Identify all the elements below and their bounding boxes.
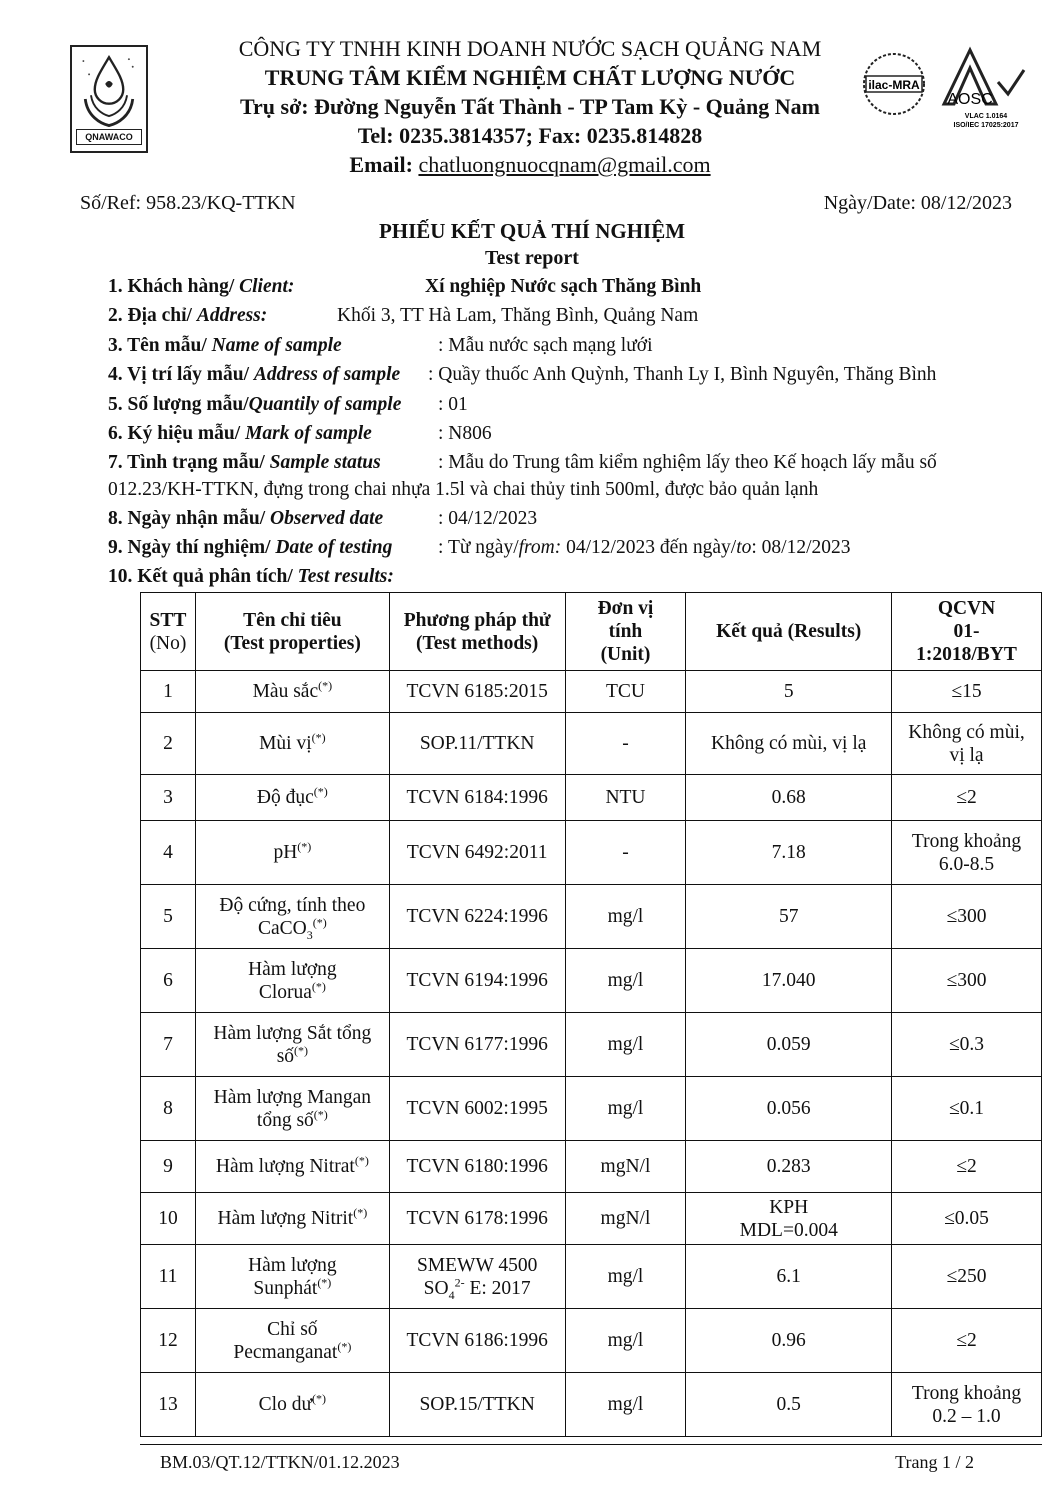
table-row xyxy=(141,1193,1042,1245)
row-method: TCVN 6178:1996 xyxy=(389,1193,565,1245)
row-result: Không có mùi, vị lạ xyxy=(686,713,892,775)
testing-date-value xyxy=(438,536,851,560)
row-result: 6.1 xyxy=(686,1245,892,1309)
row-no: 4 xyxy=(141,821,196,885)
row-unit: NTU xyxy=(565,775,686,821)
row-method: TCVN 6186:1996 xyxy=(389,1309,565,1373)
header-standard: QCVN 01- 1:2018/BYT xyxy=(892,593,1042,671)
row-limit: ≤300 xyxy=(892,885,1042,949)
row-unit: TCU xyxy=(565,671,686,713)
row-limit: ≤2 xyxy=(892,1309,1042,1373)
table-row xyxy=(141,885,1042,949)
test-results-label-en: Test results: xyxy=(297,566,394,587)
row-result: 0.056 xyxy=(686,1077,892,1141)
row-unit: mg/l xyxy=(565,885,686,949)
observed-date-row xyxy=(108,507,383,531)
table-row xyxy=(141,1373,1042,1437)
row-result: 0.96 xyxy=(686,1309,892,1373)
company-name: CÔNG TY TNHH KINH DOANH NƯỚC SẠCH QUẢNG NAM xyxy=(238,36,822,61)
table-row xyxy=(141,671,1042,713)
row-property: Chỉ số Pecmanganat(*) xyxy=(195,1309,389,1373)
logo-text: QNAWACO xyxy=(76,129,142,145)
header-stt: STT (No) xyxy=(141,593,196,671)
sample-name-label-en: Name of sample xyxy=(211,335,342,356)
row-no: 2 xyxy=(141,713,196,775)
email-line xyxy=(160,150,900,179)
row-limit: ≤2 xyxy=(892,1141,1042,1193)
testing-to-date: : 08/12/2023 xyxy=(751,537,851,558)
row-limit: ≤15 xyxy=(892,671,1042,713)
row-unit: mgN/l xyxy=(565,1193,686,1245)
iso-text: ISO/IEC 17025:2017 xyxy=(953,122,1019,129)
row-method: SMEWW 4500 $SO_4^{2-}$ E: 2017 xyxy=(389,1245,565,1309)
sample-name-label: 3. Tên mẫu/ xyxy=(108,335,212,356)
quantity-row xyxy=(108,393,401,417)
client-label-en: Client: xyxy=(239,276,295,297)
testing-from-label: from: xyxy=(518,537,562,558)
row-limit: ≤0.3 xyxy=(892,1013,1042,1077)
company-logo xyxy=(70,45,148,153)
sample-status-value-1: : Mẫu do Trung tâm kiểm nghiệm lấy theo Kế hoạch lấy mẫu số xyxy=(438,452,937,473)
header-property: Tên chỉ tiêu (Test properties) xyxy=(195,593,389,671)
sample-mark-value: : N806 xyxy=(438,423,492,444)
observed-date-label-en: Observed date xyxy=(270,508,384,529)
row-method: TCVN 6492:2011 xyxy=(389,821,565,885)
sample-mark-label: 6. Ký hiệu mẫu/ xyxy=(108,423,246,444)
row-result: 0.059 xyxy=(686,1013,892,1077)
table-row xyxy=(141,775,1042,821)
row-no: 8 xyxy=(141,1077,196,1141)
row-property: Hàm lượng Sắt tổng số(*) xyxy=(195,1013,389,1077)
table-row xyxy=(141,1013,1042,1077)
vilas-text: VLAC 1.0164 xyxy=(964,113,1008,120)
sample-location-value: : Quầy thuốc Anh Quỳnh, Thanh Ly I, Bình Nguyên, Thăng Bình xyxy=(428,364,937,385)
email-label: Email: xyxy=(349,152,419,177)
row-property: Hàm lượng Sunphát(*) xyxy=(195,1245,389,1309)
row-method: TCVN 6184:1996 xyxy=(389,775,565,821)
row-property: pH(*) xyxy=(195,821,389,885)
header-unit: Đơn vị tính (Unit) xyxy=(565,593,686,671)
aosc-text: AOSC xyxy=(947,91,993,108)
table-row xyxy=(141,1245,1042,1309)
row-property: Hàm lượng Nitrit(*) xyxy=(195,1193,389,1245)
form-code: BM.03/QT.12/TTKN/01.12.2023 xyxy=(160,1452,400,1472)
reference-number: Số/Ref: 958.23/KQ-TTKN xyxy=(80,192,296,214)
report-date: Ngày/Date: 08/12/2023 xyxy=(823,192,1012,214)
email-link[interactable]: chatluongnuocqnam@gmail.com xyxy=(418,152,711,177)
sample-name-row xyxy=(108,334,342,358)
row-result: 5 xyxy=(686,671,892,713)
row-result: KPH MDL=0.004 xyxy=(686,1193,892,1245)
row-unit: mg/l xyxy=(565,1013,686,1077)
row-limit: Trong khoảng 0.2 – 1.0 xyxy=(892,1373,1042,1437)
row-limit: ≤0.05 xyxy=(892,1193,1042,1245)
row-no: 5 xyxy=(141,885,196,949)
observed-date-label: 8. Ngày nhận mẫu/ xyxy=(108,508,270,529)
address-row xyxy=(108,304,267,328)
results-table xyxy=(140,592,1042,1437)
row-method: SOP.15/TTKN xyxy=(389,1373,565,1437)
row-result: 0.68 xyxy=(686,775,892,821)
quantity-label-en: Quantily of sample xyxy=(248,394,402,415)
row-property: Clo dư(*) xyxy=(195,1373,389,1437)
row-result: 17.040 xyxy=(686,949,892,1013)
ilac-text: ilac-MRA xyxy=(868,78,920,92)
row-no: 7 xyxy=(141,1013,196,1077)
letterhead xyxy=(160,34,900,179)
row-limit: ≤250 xyxy=(892,1245,1042,1309)
testing-date-label: 9. Ngày thí nghiệm/ xyxy=(108,537,276,558)
table-header-row xyxy=(141,593,1042,671)
sample-status-row xyxy=(108,451,381,475)
sample-mark-row xyxy=(108,422,372,446)
quantity-label: 5. Số lượng mẫu/ xyxy=(108,394,249,415)
client-row xyxy=(108,275,294,299)
row-no: 11 xyxy=(141,1245,196,1309)
ilac-aosc-logo-icon xyxy=(858,42,1028,132)
table-row xyxy=(141,821,1042,885)
row-no: 12 xyxy=(141,1309,196,1373)
testing-to-prefix: 04/12/2023 đến ngày/ xyxy=(561,537,737,558)
row-unit: - xyxy=(565,821,686,885)
row-limit: ≤300 xyxy=(892,949,1042,1013)
sample-mark-label-en: Mark of sample xyxy=(245,423,372,444)
observed-date-value: : 04/12/2023 xyxy=(438,508,538,529)
address-label: 2. Địa chỉ/ xyxy=(108,305,197,326)
testing-date-label-en: Date of testing xyxy=(275,537,393,558)
row-method: TCVN 6224:1996 xyxy=(389,885,565,949)
row-unit: mg/l xyxy=(565,1077,686,1141)
row-unit: mg/l xyxy=(565,1309,686,1373)
sample-name-value: : Mẫu nước sạch mạng lưới xyxy=(438,335,653,356)
row-unit: mg/l xyxy=(565,1373,686,1437)
row-unit: - xyxy=(565,713,686,775)
table-row xyxy=(141,1309,1042,1373)
row-property: Hàm lượng Clorua(*) xyxy=(195,949,389,1013)
sample-status-label: 7. Tình trạng mẫu/ xyxy=(108,452,270,473)
row-property: Mùi vị(*) xyxy=(195,713,389,775)
table-row xyxy=(141,1077,1042,1141)
row-method: TCVN 6002:1995 xyxy=(389,1077,565,1141)
test-results-label: 10. Kết quả phân tích/ xyxy=(108,566,298,587)
address-label-en: Address: xyxy=(196,305,268,326)
table-row xyxy=(141,1141,1042,1193)
row-limit: ≤2 xyxy=(892,775,1042,821)
row-method: TCVN 6177:1996 xyxy=(389,1013,565,1077)
accreditation-logos xyxy=(858,42,1028,132)
testing-to-label: to xyxy=(736,537,752,558)
row-property: Hàm lượng Nitrat(*) xyxy=(195,1141,389,1193)
row-no: 6 xyxy=(141,949,196,1013)
table-row xyxy=(141,949,1042,1013)
row-property: Độ đục(*) xyxy=(195,775,389,821)
row-no: 1 xyxy=(141,671,196,713)
row-result: 7.18 xyxy=(686,821,892,885)
client-label: 1. Khách hàng/ xyxy=(108,276,240,297)
sample-location-row xyxy=(108,363,400,387)
table-row xyxy=(141,713,1042,775)
phone-fax: Tel: 0235.3814357; Fax: 0235.814828 xyxy=(357,123,703,148)
row-property: Độ cứng, tính theo CaCO$_3$(*) xyxy=(195,885,389,949)
sample-status-value-2: 012.23/KH-TTKN, đựng trong chai nhựa 1.5l và chai thủy tinh 500ml, được bảo quản lạnh xyxy=(108,479,819,500)
row-method: TCVN 6194:1996 xyxy=(389,949,565,1013)
testing-date-row xyxy=(108,536,392,560)
row-no: 9 xyxy=(141,1141,196,1193)
page-number: Trang 1 / 2 xyxy=(895,1452,974,1472)
row-limit: Trong khoảng 6.0-8.5 xyxy=(892,821,1042,885)
row-property: Hàm lượng Mangan tổng số(*) xyxy=(195,1077,389,1141)
row-no: 10 xyxy=(141,1193,196,1245)
row-limit: ≤0.1 xyxy=(892,1077,1042,1141)
address-value: Khối 3, TT Hà Lam, Thăng Bình, Quảng Nam xyxy=(337,305,699,326)
row-unit: mgN/l xyxy=(565,1141,686,1193)
report-title: PHIẾU KẾT QUẢ THÍ NGHIỆM xyxy=(378,219,686,243)
row-limit: Không có mùi, vị lạ xyxy=(892,713,1042,775)
row-method: SOP.11/TTKN xyxy=(389,713,565,775)
row-result: 0.5 xyxy=(686,1373,892,1437)
sample-location-label-en: Address of sample xyxy=(253,364,401,385)
sample-location-label: 4. Vị trí lấy mẫu/ xyxy=(108,364,254,385)
row-no: 13 xyxy=(141,1373,196,1437)
quantity-value: : 01 xyxy=(438,394,468,415)
sample-status-label-en: Sample status xyxy=(269,452,381,473)
row-unit: mg/l xyxy=(565,949,686,1013)
test-results-heading xyxy=(108,565,394,589)
client-value: Xí nghiệp Nước sạch Thăng Bình xyxy=(425,276,702,297)
report-subtitle: Test report xyxy=(485,247,579,269)
office-address: Trụ sở: Đường Nguyễn Tất Thành - TP Tam Kỳ - Quảng Nam xyxy=(240,94,820,119)
footer-divider xyxy=(140,1444,1042,1445)
center-name: TRUNG TÂM KIỂM NGHIỆM CHẤT LƯỢNG NƯỚC xyxy=(264,65,796,90)
row-method: TCVN 6180:1996 xyxy=(389,1141,565,1193)
row-result: 0.283 xyxy=(686,1141,892,1193)
row-result: 57 xyxy=(686,885,892,949)
row-unit: mg/l xyxy=(565,1245,686,1309)
header-result: Kết quả (Results) xyxy=(686,593,892,671)
row-property: Màu sắc(*) xyxy=(195,671,389,713)
testing-from-prefix: : Từ ngày/ xyxy=(438,537,519,558)
row-method: TCVN 6185:2015 xyxy=(389,671,565,713)
row-no: 3 xyxy=(141,775,196,821)
header-method: Phương pháp thử (Test methods) xyxy=(389,593,565,671)
